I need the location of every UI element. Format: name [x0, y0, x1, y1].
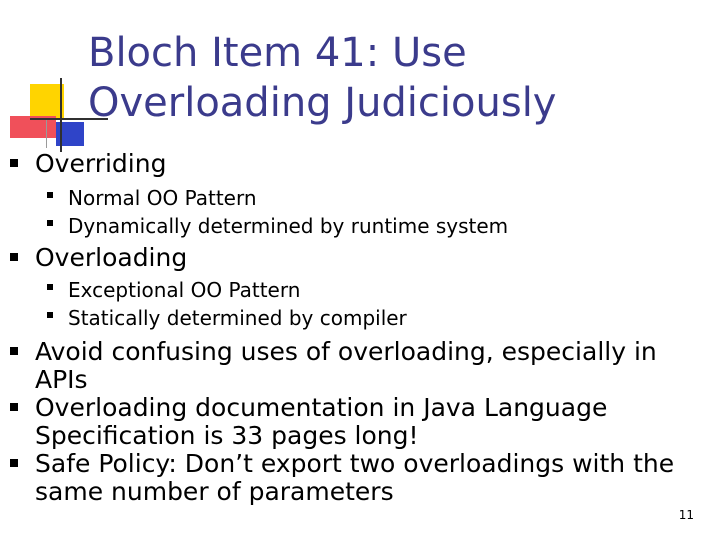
square-bullet-icon	[10, 159, 18, 167]
square-bullet-icon	[47, 284, 53, 290]
bullet-item	[35, 394, 625, 450]
bullet-list-2	[35, 244, 187, 272]
sub-bullet-item	[68, 184, 508, 212]
sub-bullet-list-1	[68, 184, 508, 240]
bullet-item	[35, 338, 715, 394]
bullet-text: Avoid confusing uses of overloading, especially in APIs	[35, 337, 657, 394]
bullet-list-3	[35, 338, 715, 506]
bullet-text: Overloading	[35, 243, 188, 272]
square-bullet-icon	[47, 192, 53, 198]
bullet-text: Overriding	[35, 149, 167, 178]
square-bullet-icon	[47, 312, 53, 318]
sub-bullet-text: Statically determined by compiler	[68, 306, 407, 330]
sub-bullet-list-2	[68, 276, 407, 332]
square-bullet-icon	[47, 220, 53, 226]
square-bullet-icon	[10, 347, 18, 355]
square-bullet-icon	[10, 403, 18, 411]
logo-vertical-thin-line	[46, 118, 47, 148]
bullet-item	[35, 244, 187, 272]
bullet-text: Overloading documentation in Java Language Specification is 33 pages long!	[35, 393, 608, 450]
logo-yellow-square	[30, 84, 64, 120]
sub-bullet-text: Dynamically determined by runtime system	[68, 214, 509, 238]
page-number: 11	[678, 508, 694, 522]
sub-bullet-item	[68, 304, 407, 332]
square-bullet-icon	[10, 253, 18, 261]
sub-bullet-item	[68, 276, 407, 304]
bullet-item	[35, 150, 166, 178]
slide-title: Bloch Item 41: Use Overloading Judiciously	[88, 30, 557, 126]
bullet-item	[35, 450, 685, 506]
bullet-list-1	[35, 150, 166, 178]
bullet-text: Safe Policy: Don’t export two overloadings with the same number of parameters	[35, 449, 675, 506]
sub-bullet-text: Exceptional OO Pattern	[68, 278, 301, 302]
sub-bullet-text: Normal OO Pattern	[68, 186, 257, 210]
logo-vertical-line	[60, 78, 62, 152]
square-bullet-icon	[10, 459, 18, 467]
sub-bullet-item	[68, 212, 508, 240]
